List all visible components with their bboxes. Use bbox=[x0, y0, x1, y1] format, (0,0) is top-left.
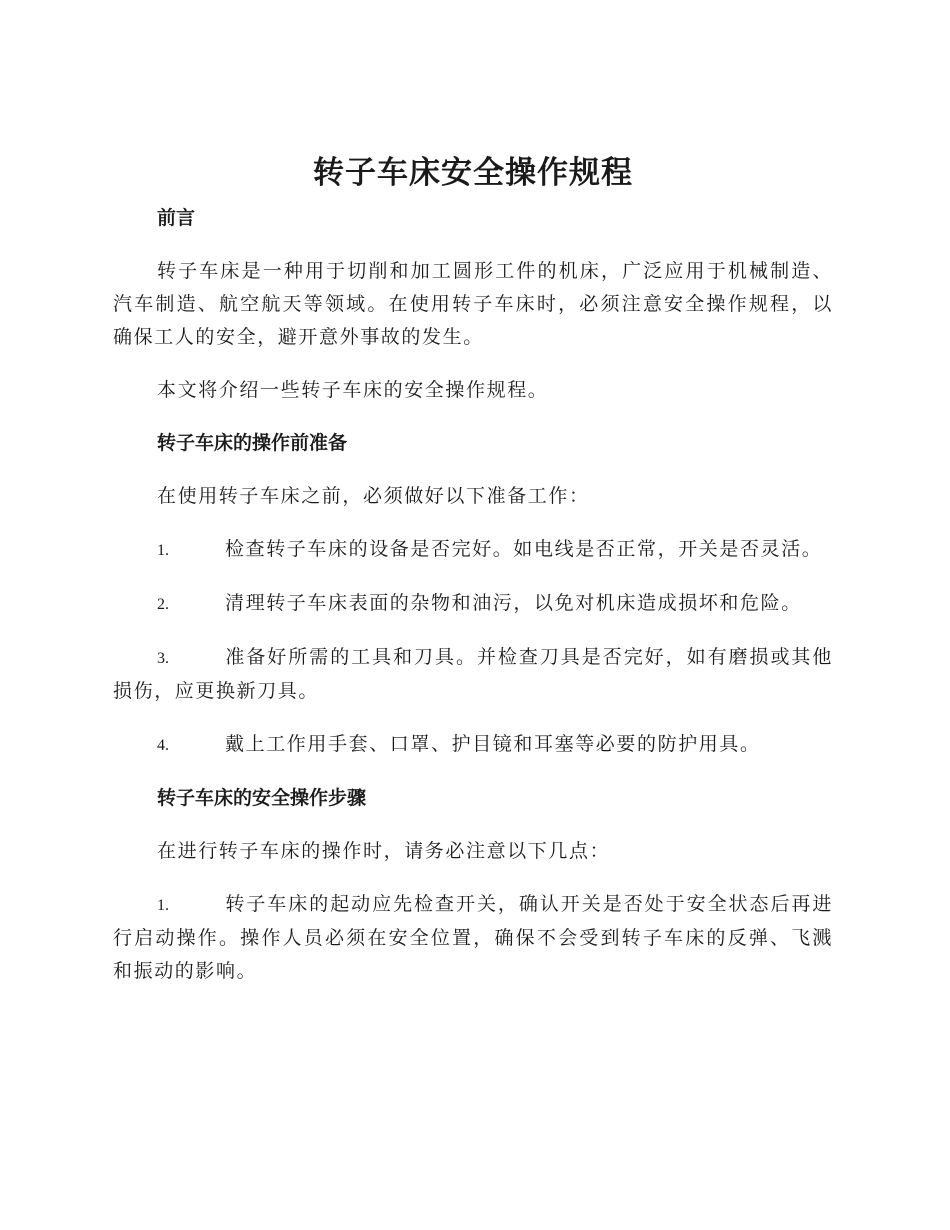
list-item-number: 2. bbox=[157, 596, 169, 613]
list-item-number: 4. bbox=[157, 737, 169, 754]
list-item bbox=[113, 587, 833, 621]
preface-paragraph-2: 本文将介绍一些转子车床的安全操作规程。 bbox=[157, 379, 549, 401]
preparation-intro: 在使用转子车床之前，必须做好以下准备工作： bbox=[157, 485, 590, 507]
section-heading-operation: 转子车床的安全操作步骤 bbox=[157, 787, 367, 809]
list-item-text: 转子车床的起动应先检查开关，确认开关是否处于安全状态后再进行启动操作。操作人员必须在安全位置，确保不会受到转子车床的反弹、飞溅和振动的影响。 bbox=[113, 893, 833, 982]
list-item-number: 3. bbox=[157, 650, 169, 667]
list-item-number: 1. bbox=[157, 542, 169, 559]
document-body bbox=[113, 146, 833, 1008]
list-item bbox=[113, 641, 833, 708]
list-item-number: 1. bbox=[157, 897, 169, 914]
page-title: 转子车床安全操作规程 bbox=[313, 155, 633, 191]
section-heading-preface: 前言 bbox=[157, 207, 196, 229]
list-item-text: 清理转子车床表面的杂物和油污，以免对机床造成损坏和危险。 bbox=[225, 592, 802, 614]
list-item-text: 准备好所需的工具和刀具。并检查刀具是否完好，如有磨损或其他损伤，应更换新刀具。 bbox=[113, 646, 833, 702]
operation-intro: 在进行转子车床的操作时，请务必注意以下几点： bbox=[157, 840, 611, 862]
list-item-text: 检查转子车床的设备是否完好。如电线是否正常，开关是否灵活。 bbox=[225, 538, 823, 560]
section-heading-preparation: 转子车床的操作前准备 bbox=[157, 432, 348, 454]
list-item bbox=[113, 888, 833, 988]
preface-paragraph-1: 转子车床是一种用于切削和加工圆形工件的机床，广泛应用于机械制造、汽车制造、航空航天等领域。在使用转子车床时，必须注意安全操作规程，以确保工人的安全，避开意外事故的发生。 bbox=[113, 260, 833, 348]
list-item-text: 戴上工作用手套、口罩、护目镜和耳塞等必要的防护用具。 bbox=[225, 733, 761, 755]
list-item bbox=[113, 728, 833, 762]
list-item bbox=[113, 533, 833, 567]
